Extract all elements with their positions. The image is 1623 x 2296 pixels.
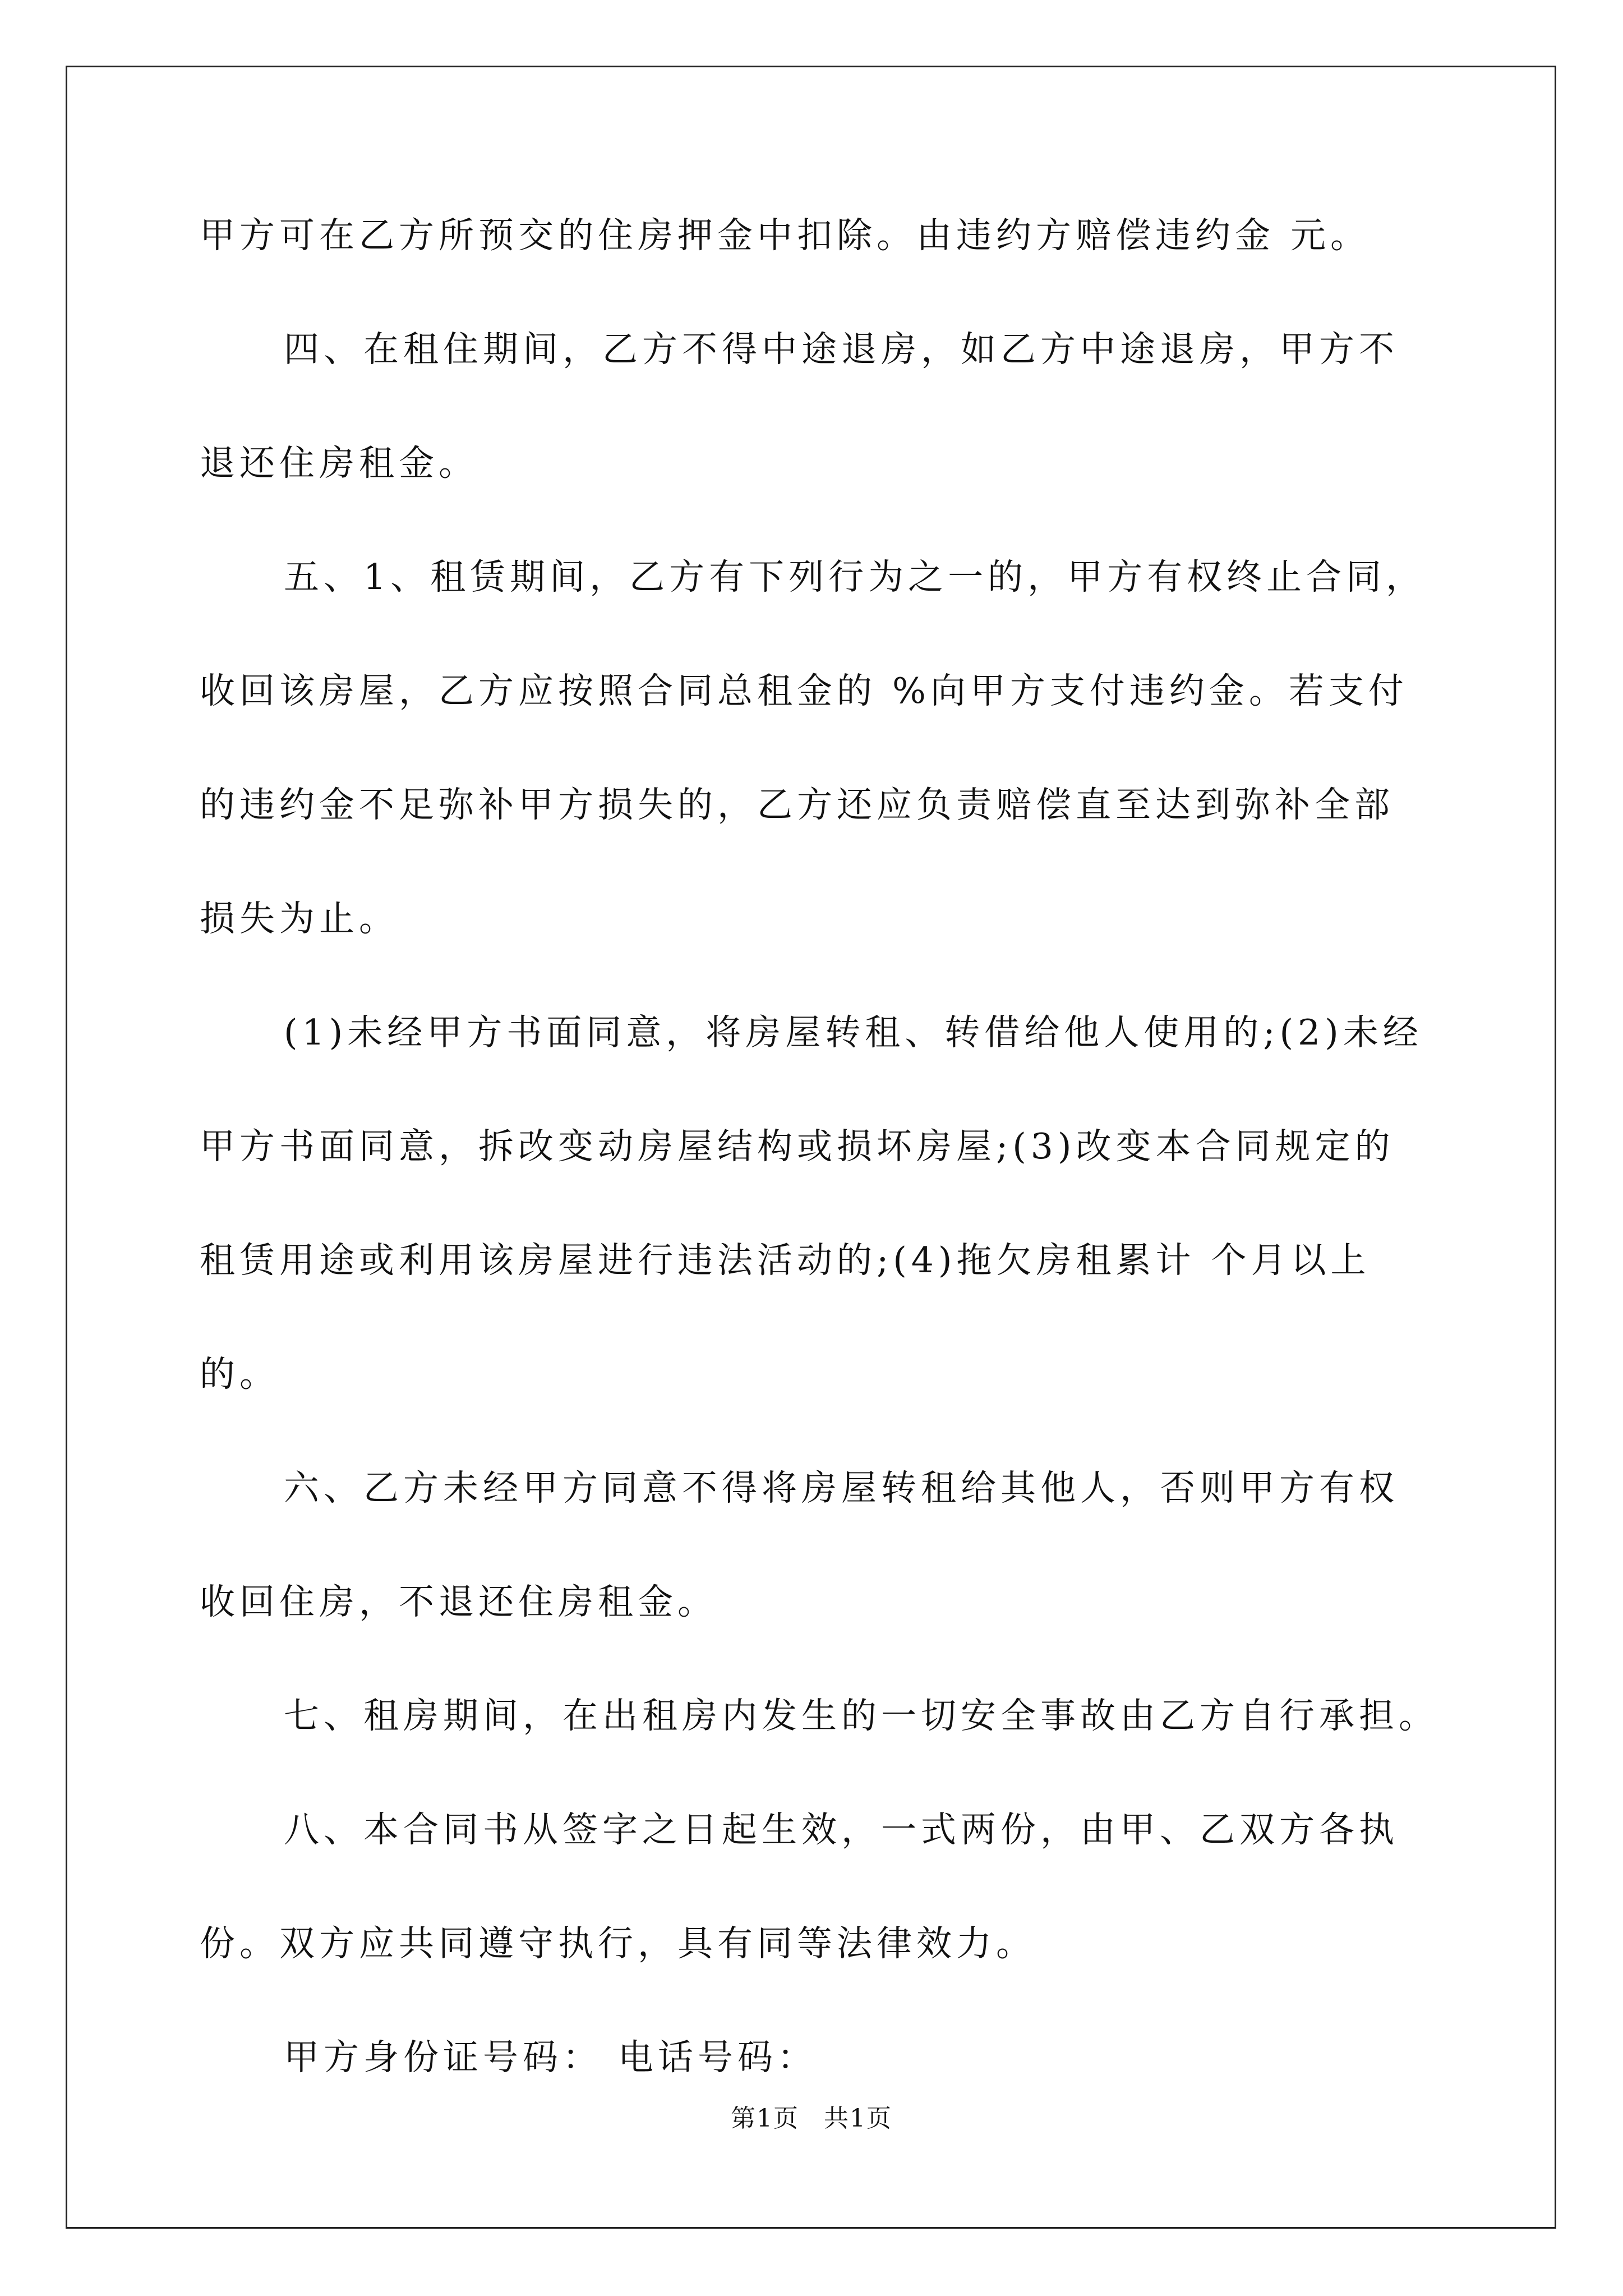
text-line: 退还住房租金。 — [200, 443, 478, 484]
page-number: 第1页 — [731, 2104, 799, 2133]
text-line: 七、租房期间，在出租房内发生的一切安全事故由乙方自行承担。 — [284, 1695, 1438, 1736]
paragraph-clause-6 — [200, 1467, 1433, 1622]
paragraph-clause-8 — [200, 1809, 1433, 1964]
text-line: 五、1、租赁期间，乙方有下列行为之一的，甲方有权终止合同， — [284, 556, 1426, 597]
page-total: 共1页 — [824, 2104, 892, 2133]
paragraph-clause-7 — [200, 1695, 1438, 1736]
text-line: 的违约金不足弥补甲方损失的，乙方还应负责赔偿直至达到弥补全部 — [200, 784, 1394, 825]
paragraph-party-a-info — [200, 2037, 1433, 2078]
text-line: 收回住房，不退还住房租金。 — [200, 1581, 717, 1622]
text-line: 六、乙方未经甲方同意不得将房屋转租给其他人，否则甲方有权 — [284, 1467, 1399, 1508]
paragraph-clause-5-items — [200, 1012, 1433, 1395]
page-footer — [0, 2098, 1623, 2134]
text-line: 收回该房屋，乙方应按照合同总租金的 %向甲方支付违约金。若支付 — [200, 670, 1408, 711]
text-line: 租赁用途或利用该房屋进行违法活动的;(4)拖欠房租累计 个月以上 — [200, 1240, 1371, 1281]
text-line: 甲方可在乙方所预交的住房押金中扣除。由违约方赔偿违约金 元。 — [200, 215, 1371, 256]
text-line: 损失为止。 — [200, 898, 399, 939]
text-line: 甲方身份证号码： 电话号码： — [284, 2037, 818, 2078]
paragraph-clause-5 — [200, 556, 1433, 939]
text-line: 的。 — [200, 1354, 279, 1395]
text-line: (1)未经甲方书面同意，将房屋转租、转借给他人使用的;(2)未经 — [284, 1012, 1423, 1053]
text-line: 甲方书面同意，拆改变动房屋结构或损坏房屋;(3)改变本合同规定的 — [200, 1126, 1395, 1167]
text-line: 八、本合同书从签字之日起生效，一式两份，由甲、乙双方各执 — [284, 1809, 1399, 1850]
text-line: 四、在租住期间，乙方不得中途退房，如乙方中途退房，甲方不 — [284, 329, 1399, 370]
text-line: 份。双方应共同遵守执行，具有同等法律效力。 — [200, 1923, 1036, 1964]
paragraph-deposit-deduction — [200, 215, 1433, 256]
paragraph-clause-4 — [200, 329, 1433, 484]
document-body — [200, 215, 1438, 2154]
